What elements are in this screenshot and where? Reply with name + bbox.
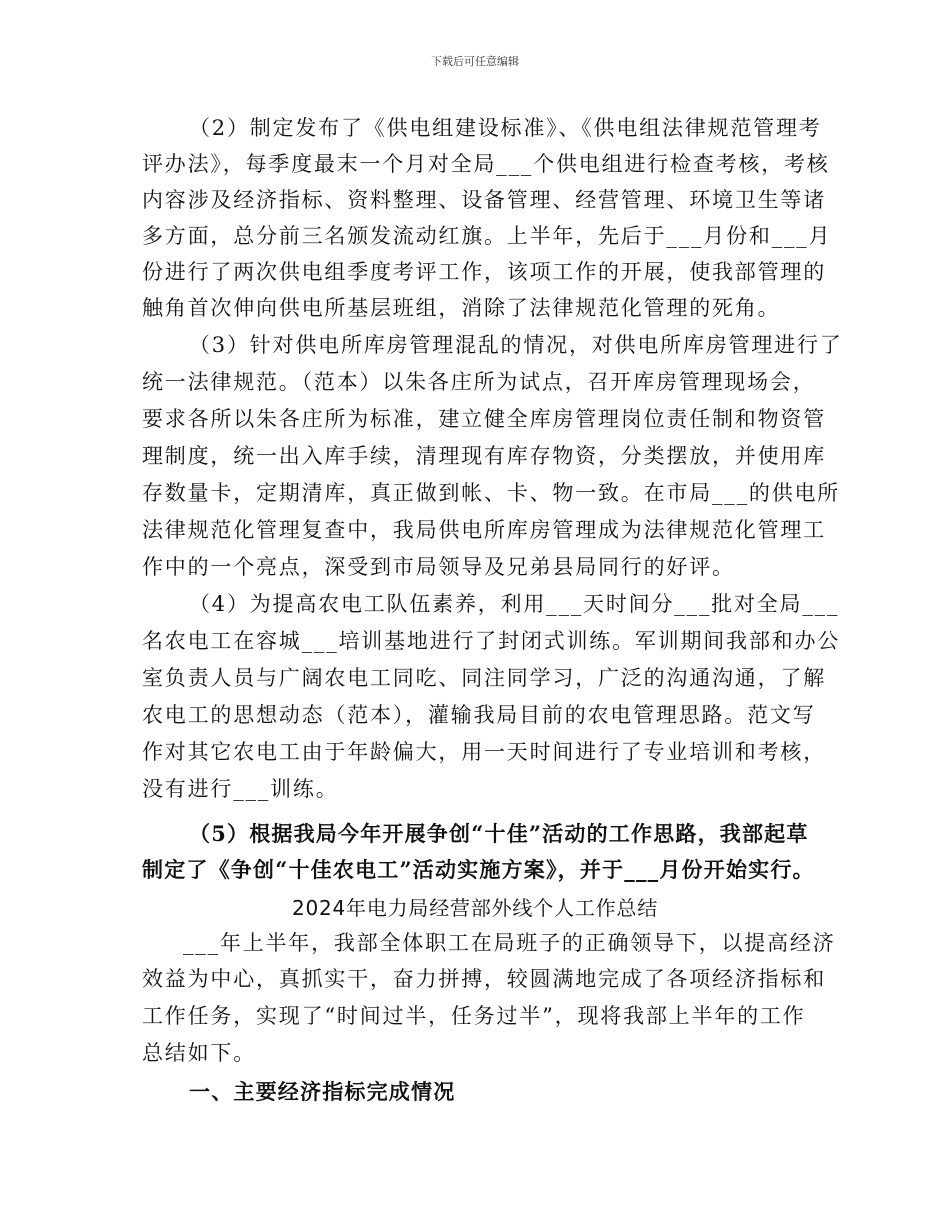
- p4-line-6: 没有进行___训练。: [142, 777, 339, 801]
- p2-line-4: 多方面，总分前三名颁发流动红旗。上半年，先后于___月份和___月: [142, 224, 832, 248]
- page-header: 下载后可任意编辑: [431, 55, 519, 68]
- section-heading: 一、主要经济指标完成情况: [189, 1079, 456, 1104]
- intro-line-1: ___年上半年，我部全体职工在局班子的正确领导下，以提高经济: [183, 931, 836, 955]
- p3-line-1: （3）针对供电所库房管理混乱的情况，对供电所库房管理进行了: [189, 333, 843, 357]
- document-title: 2024年电力局经营部外线个人工作总结: [291, 896, 659, 920]
- p4-line-2: 名农电工在容城___培训基地进行了封闭式训练。军训期间我部和办公: [142, 629, 841, 653]
- p3-line-3: 要求各所以朱各庄所为标准，建立健全库房管理岗位责任制和物资管: [142, 407, 826, 431]
- p5-line-1: （5）根据我局今年开展争创“十佳”活动的工作思路，我部起草: [189, 821, 809, 846]
- p2-line-6: 触角首次伸向供电所基层班组，消除了法律规范化管理的死角。: [142, 296, 781, 320]
- p5-line-2: 制定了《争创“十佳农电工”活动实施方案》，并于___月份开始实行。: [142, 857, 815, 882]
- p4-line-3: 室负责人员与广阔农电工同吃、同注同学习，广泛的沟通沟通，了解: [142, 666, 826, 690]
- intro-line-2: 效益为中心，真抓实干，奋力拼搏，较圆满地完成了各项经济指标和: [142, 967, 826, 991]
- p2-line-3: 内容涉及经济指标、资料整理、设备管理、经营管理、环境卫生等诸: [142, 188, 826, 212]
- p4-line-4: 农电工的思想动态（范本），灌输我局目前的农电管理思路。范文写: [142, 703, 816, 727]
- intro-line-4: 总结如下。: [142, 1041, 256, 1065]
- p4-line-1: （4）为提高农电工队伍素养，利用___天时间分___批对全局___: [189, 592, 840, 616]
- p2-line-2: 评办法》，每季度最末一个月对全局___个供电组进行检查考核，考核: [142, 152, 830, 176]
- intro-line-3: 工作任务，实现了“时间过半，任务过半”，现将我部上半年的工作: [142, 1004, 806, 1028]
- p3-line-2: 统一法律规范。（范本）以朱各庄所为试点，召开库房管理现场会，: [142, 370, 816, 394]
- p3-line-4: 理制度，统一出入库手续，清理现有库存物资，分类摆放，并使用库: [142, 444, 826, 468]
- p3-line-5: 存数量卡，定期清库，真正做到帐、卡、物一致。在市局___的供电所: [142, 481, 841, 505]
- p3-line-7: 作中的一个亮点，深受到市局领导及兄弟县局同行的好评。: [142, 555, 735, 579]
- p2-line-1: （2）制定发布了《供电组建设标准》、《供电组法律规范管理考: [189, 116, 822, 140]
- p2-line-5: 份进行了两次供电组季度考评工作，该项工作的开展，使我部管理的: [142, 260, 826, 284]
- p3-line-6: 法律规范化管理复查中，我局供电所库房管理成为法律规范化管理工: [142, 518, 826, 542]
- p4-line-5: 作对其它农电工由于年龄偏大，用一天时间进行了专业培训和考核，: [142, 740, 826, 764]
